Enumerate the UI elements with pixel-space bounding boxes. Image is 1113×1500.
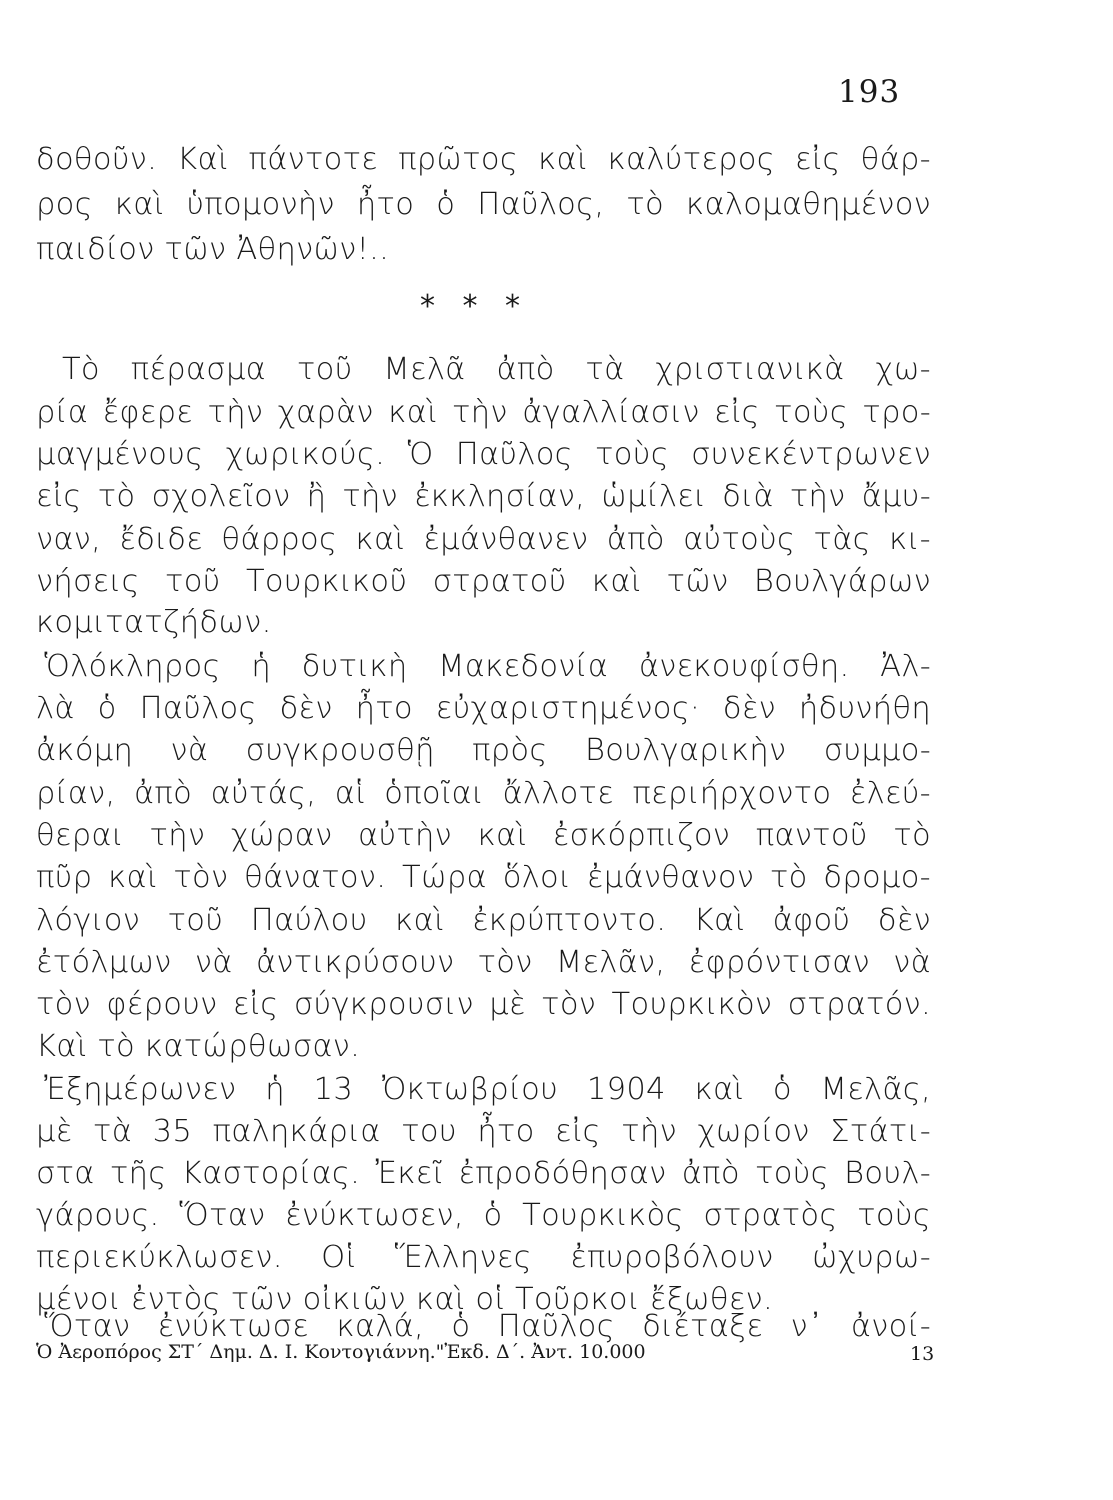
text-line: εἰς τὸ σχολεῖον ἢ τὴν ἐκκλησίαν, ὡμίλει διὰ τὴν ἄμυ- (36, 479, 931, 514)
text-line: Ἐξημέρωνεν ἡ 13 Ὀκτωβρίου 1904 καὶ ὁ Μελᾶς, (44, 1072, 931, 1107)
text-line: κομιτατζήδων. (36, 605, 272, 640)
text-line: δοθοῦν. Καὶ πάντοτε πρῶτος καὶ καλύτερος εἰς θάρ- (36, 142, 931, 177)
page-number: 193 (838, 74, 901, 110)
text-line: νήσεις τοῦ Τουρκικοῦ στρατοῦ καὶ τῶν Βουλγάρων (36, 564, 931, 599)
text-line: θεραι τὴν χώραν αὐτὴν καὶ ἐσκόρπιζον παντοῦ τὸ (36, 818, 931, 853)
text-line: μαγμένους χωρικούς. Ὁ Παῦλος τοὺς συνεκέντρωνεν (36, 437, 931, 472)
text-line: πῦρ καὶ τὸν θάνατον. Τώρα ὅλοι ἐμάνθανον τὸ δρομο- (36, 860, 931, 895)
text-line: λὰ ὁ Παῦλος δὲν ἦτο εὐχαριστημένος· δὲν ἠδυνήθη (36, 691, 931, 726)
text-line: ἐτόλμων νὰ ἀντικρύσουν τὸν Μελᾶν, ἐφρόντισαν νὰ (36, 945, 931, 980)
text-line: Ὁλόκληρος ἡ δυτικὴ Μακεδονία ἀνεκουφίσθη. Ἀλ- (44, 649, 931, 684)
text-line: ρίαν, ἀπὸ αὐτάς, αἱ ὁποῖαι ἄλλοτε περιήρχοντο ἐλεύ- (36, 776, 931, 811)
imprint-footer: Ὁ Ἀεροπόρος ΣΤ΄ Δημ. Δ. Ι. Κοντογιάννη."Ἐκδ. Δ΄. Ἀντ. 10.000 (36, 1341, 646, 1363)
text-line: τὸν φέρουν εἰς σύγκρουσιν μὲ τὸν Τουρκικὸν στρατόν. (36, 987, 931, 1022)
text-line: μὲ τὰ 35 παληκάρια του ἦτο εἰς τὴν χωρίον Στάτι- (36, 1114, 931, 1149)
text-line: στα τῆς Καστορίας. Ἐκεῖ ἐπροδόθησαν ἀπὸ τοὺς Βουλ- (36, 1156, 931, 1191)
text-line: Τὸ πέρασμα τοῦ Μελᾶ ἀπὸ τὰ χριστιανικὰ χω- (62, 352, 931, 387)
text-line: περιεκύκλωσεν. Οἱ Ἕλληνες ἐπυροβόλουν ὠχυρω- (36, 1240, 931, 1275)
text-line: Καὶ τὸ κατώρθωσαν. (36, 1029, 361, 1064)
text-line: ρος καὶ ὑπομονὴν ἦτο ὁ Παῦλος, τὸ καλομαθημένον (36, 187, 931, 222)
text-line: ναν, ἔδιδε θάρρος καὶ ἐμάνθανεν ἀπὸ αὐτοὺς τὰς κι- (36, 522, 931, 557)
text-line: Ὅταν ἐνύκτωσε καλά, ὁ Παῦλος διέταξε ν᾽ ἀνοί- (44, 1309, 931, 1344)
section-separator: * * * (419, 289, 521, 324)
text-line: παιδίον τῶν Ἀθηνῶν!.. (36, 232, 390, 267)
text-line: λόγιον τοῦ Παύλου καὶ ἐκρύπτοντο. Καὶ ἀφοῦ δὲν (36, 903, 931, 938)
text-line: ρία ἔφερε τὴν χαρὰν καὶ τὴν ἀγαλλίασιν εἰς τοὺς τρο- (36, 395, 931, 430)
text-line: μένοι ἐντὸς τῶν οἰκιῶν καὶ οἱ Τοῦρκοι ἔξωθεν. (36, 1282, 773, 1317)
text-line: ἀκόμη νὰ συγκρουσθῇ πρὸς Βουλγαρικὴν συμμο- (36, 733, 931, 768)
text-line: γάρους. Ὅταν ἐνύκτωσεν, ὁ Τουρκικὸς στρατὸς τοὺς (36, 1198, 931, 1233)
signature-mark: 13 (910, 1343, 935, 1365)
